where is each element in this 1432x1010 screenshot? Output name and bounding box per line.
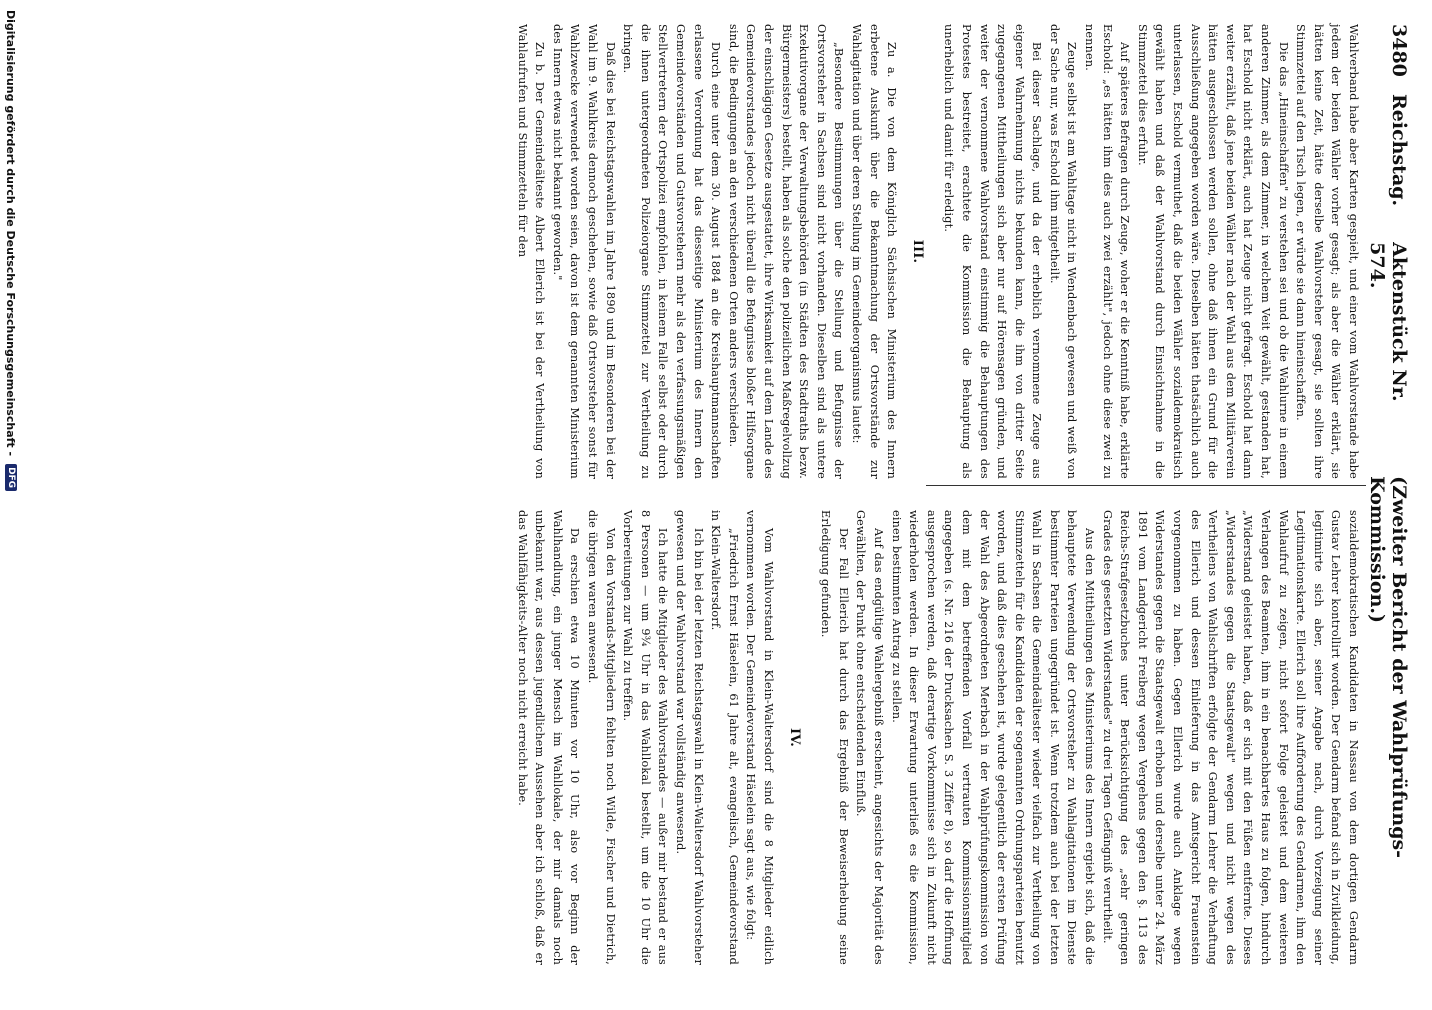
quote-paragraph: Von den Vorstands-Mitgliedern fehlten noch Wilde, Fischer und Dietrich, die übrigen waren anwesend. xyxy=(586,510,617,965)
section-heading-iv: IV. xyxy=(786,727,802,748)
paragraph: Aus den Mittheilungen des Ministeriums des Innern ergiebt sich, daß die behauptete Verwendung der Ortsvorsteher zu Wahlagitationen im Dienste bestimmter Parteien ungegründet ist. Wenn trotzdem auch bei der letzten Wahl in Sachsen die Gemeindeältester wieder vielfach zur Vertheilung von Stimmzetteln für die Kandidaten der sogenannten Ordnungsparteien benutzt worden, und daß dies geschehen ist, wurde gelegentlich der ersten Prüfung der Wahl des Abgeordneten Merbach in der Wahlprüfungskommission von dem mit dem betreffenden Vorfall vertrauten Kommissionsmitglied angegeben (s. Nr. 216 der Drucksachen S. 3 Ziffer 8), so darf die Hoffnung ausgesprochen werden, daß derartige Vorkommnisse sich in Zukunft nicht wiederholen werden. In dieser Erwartung unterließ es die Kommission, einen bestimmten Antrag zu stellen. xyxy=(889,510,1097,965)
paragraph: Zu a. Die von dem Königlich Sächsischen Ministerium des Innern erbetene Auskunft über die Bekanntmachung der Ortsvorstände zur Wahlagitation und über deren Stellung im Gemeindeorganismus lautet: xyxy=(849,24,899,479)
paragraph: sozialdemokratischen Kandidaten in Nassau von dem dortigen Gendarm Gustav Lehrer kontrollirt worden. Der Gendarm befand sich in Zivilkleidung, legitimirte sich aber, seiner Angabe nach, durch Vorzeigung seiner Legitimationskarte. Ellerich soll ihre Aufforderung des Gendarmen, ihm den Wahlaufruf zu zeigen, nicht sofort Folge geleistet und dem weiteren Verlangen des Beamten, ihm in ein benachbartes Haus zu folgen, hindurch „Widerstand geleistet haben, daß er sich mit den Füßen entfernte. Dieses „Widerstandes gegen die Staatsgewalt" wegen und nicht wegen des Vertheilens von Wahlschriften erfolgte der Gendarm Lehrer die Verhaftung des Ellerich und dessen Einlieferung in das Amtsgericht Frauenstein vorgenommen zu haben. Gegen Ellerich wurde auch Anklage wegen Widerstandes gegen die Staatsgewalt erhoben und derselbe unter 24. März 1891 vom Landgericht Freiberg wegen Vergehens gegen den §. 113 des Reichs-Strafgesetzbuches unter Berücksichtigung des „sehr geringen Grades des gesetzten Widerstandes" zu drei Tagen Gefängniß verurtheilt. xyxy=(1100,510,1360,965)
quote-paragraph: Da erschien etwa 10 Minuten vor 10 Uhr, also vor Beginn der Wahlhandlung, ein junger Mensch im Wahllokale, der mir damals noch unbekannt war, aus dessen jugendlichem Aussehen aber ich schloß, daß er das Wahlfähigkeits-Alter noch nicht erreicht habe. xyxy=(515,510,582,965)
header-right-title: (Zweiter Bericht der Wahlprüfungs-Kommission.) xyxy=(1366,476,1410,859)
paragraph: Auf späteres Befragen durch Zeuge, woher er die Kenntniß habe, erklärte Eschold: „es hätten ihm dies auch zwei erzählt", jedoch ohne diese zwei zu nennen. xyxy=(1083,24,1132,479)
paragraph: Auf das endgültige Wahlergebniß erscheint, angesichts der Majorität des Gewählten, der Punkt ohne entscheidenden Einfluß. xyxy=(854,510,885,965)
quote-paragraph: „Friedrich Ernst Häselein, 61 Jahre alt, evangelisch, Gemeindevorstand in Klein-Waltersdorf. xyxy=(709,510,740,965)
section-heading-iii: III. xyxy=(909,239,925,264)
quote-paragraph: „Besondere Bestimmungen über die Stellung und Befugnisse der Ortsvorsteher in Sachsen sind nicht vorhanden. Dieselben sind als untere Exekutivorgane der Verwaltungsbehörden (in Städten des Stadtraths bezw. Bürgermeisters) bestellt, haben als solche den polizeilichen Maßregelvollzug der einschlägigen Gesetze ausgestattet, ihre Wirksamkeit auf dem Lande des Gemeindevorstandes jedoch nicht überall die Befugnisse bloßer Hilfsorgane sind, die Bedingungen an den verschiedenen Orten anders verschieden. xyxy=(726,24,846,479)
quote-paragraph: Daß dies bei Reichstagswahlen im Jahre 1890 und im Besonderen bei der Wahl im 9. Wahlkreis dennoch geschehen, sowie daß Ortsvorsteher sonst für Wahlzwecke verwendet worden seien, davon ist dem genannten Ministerium des Innern etwas nicht bekannt geworden." xyxy=(550,24,617,479)
paragraph: Zeuge selbst ist am Wahltage nicht in Wendenbach gewesen und weiß von der Sache nur, was Eschold ihm mitgetheilt. xyxy=(1047,24,1079,479)
quote-paragraph: Ich bin bei der letzten Reichstagswahl in Klein-Waltersdorf Wahlvorsteher gewesen und der Wahlvorstand war vollständig anwesend. xyxy=(674,510,705,965)
paragraph: Zu b. Der Gemeindeälteste Albert Ellerich ist bei der Vertheilung von Wahlaufrufen und Stimmzetteln für den xyxy=(515,24,547,479)
paragraph: Vom Wahlvorstand in Klein-Waltersdorf sind die 8 Mitglieder eidlich vernommen worden. Der Gemeindevorstand Häselein sagt aus, wie folgt: xyxy=(744,510,775,965)
right-column xyxy=(62,510,1362,965)
header-center-title: Aktenstück Nr. 574. xyxy=(1366,242,1410,402)
footer-text: Digitalisierung gefördert durch die Deutsche Forschungsgemeinschaft - xyxy=(4,10,18,457)
page-number: 3480 xyxy=(1388,24,1410,77)
quote-paragraph: Durch eine unter dem 30. August 1884 an die Kreishauptmannschaften erlassene Verordnung hat das diesseitige Ministerium des Innern den Gemeindevorständen und Gutsvorstehern mehr als den verfassungsmäßigen Stellvertretern der Ortspolizei empfohlen, in keinem Falle selbst oder durch die ihnen untergeordneten Polizeiorgane Stimmzettel zur Vertheilung zu bringen. xyxy=(621,24,723,479)
dfg-logo-icon: DFG xyxy=(5,464,17,491)
page-header xyxy=(1366,24,1410,969)
quote-paragraph: Ich hatte die Mitglieder des Wahlvorstandes — außer mir bestand er aus 8 Personen — um 9¾ Uhr in das Wahllokal bestellt, um die 10 Uhr die Vorbereitungen zur Wahl zu treffen. xyxy=(621,510,670,965)
paragraph: Wahlverband habe aber Karten gespielt, und einer vom Wahlvorstande habe jedem der beiden Wähler vorher gesagt; als aber die Wähler erklärt, sie hätten keine Zeit, hätte derselbe Wahlvorsteher gesagt, sie sollten ihre Stimmzettel auf den Tisch legen, er würde sie dann hineinschaffen. xyxy=(1294,24,1360,479)
paragraph: Bei dieser Sachlage, und da der erheblich vernommene Zeuge aus eigener Wahrnehmung nichts bekunden kann, die ihm von dritter Seite zugegangenen Mittheilungen sich aber nur auf Hörensagen gründen, und weiter der vernommene Wahlvorstand einstimmig die Behauptungen des Protestes bestreitet, erachtete die Kommission die Behauptung als unerheblich und damit für erledigt. xyxy=(942,24,1044,479)
paragraph: Der Fall Ellerich hat durch das Ergebniß der Beweiserhebung seine Erledigung gefunden. xyxy=(819,510,850,965)
left-column xyxy=(62,24,1362,479)
paragraph: Die das „Hineinschaffen" zu verstehen sei und ob die Wahlurne in einem anderen Zimmer, als dem Zimmer, in welchem Veit gewählt, gestanden hat, hat Eschold nicht erklärt, auch hat Zeuge nicht gefragt. Eschold hat dann weiter erzählt, daß jene beiden Wähler nach der Wahl aus dem Militärverein hätten ausgeschlossen werden sollen, ohne daß ihnen ein Grund für die Ausschließung angegeben worden wäre. Dieselben hätten thatsächlich auch unterlassen, Eschold vermuthet, daß die beiden Wähler sozialdemokratisch gewählt haben und daß der Wahlvorstand durch Einsichtnahme in die Stimmzettel dies erfuhr. xyxy=(1135,24,1290,479)
column-divider xyxy=(926,485,1366,486)
header-left-title: Reichstag. xyxy=(1388,94,1410,207)
digitization-footer xyxy=(2,0,20,1010)
